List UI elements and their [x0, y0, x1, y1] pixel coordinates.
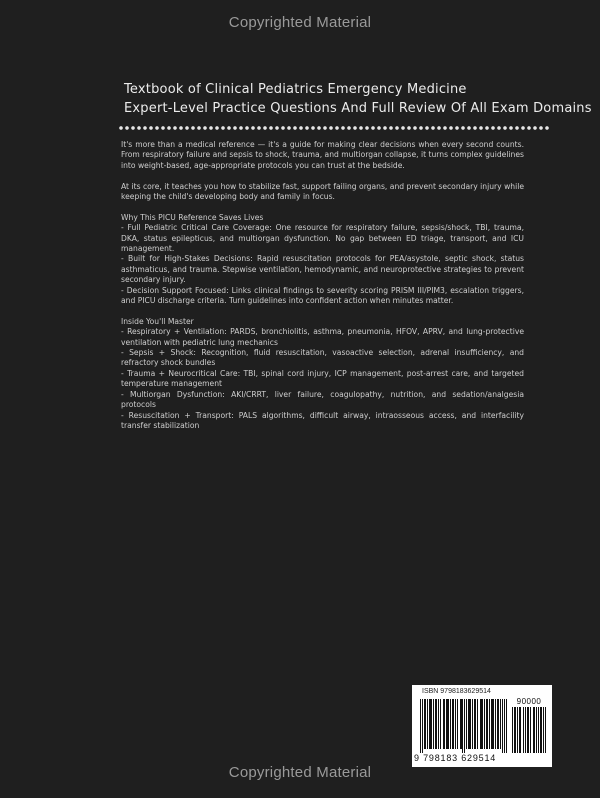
- intro-paragraph: It's more than a medical reference — it's a guide for making clear decisions when every second counts. From respiratory failure and sepsis to shock, trauma, and multiorgan collapse, it turns complex guidelines into weight-based, age-appropriate protocols you can trust at the bedside.: [121, 140, 524, 170]
- barcode-digits: 9 798183 629514: [414, 753, 497, 763]
- why-item: - Full Pediatric Critical Care Coverage: One resource for respiratory failure, sepsis/shock, TBI, trauma, DKA, status epilepticus, and multiorgan dysfunction. No gap between ED triage, transport, and ICU management.: [121, 223, 524, 254]
- back-cover-description: [121, 140, 524, 431]
- master-item: - Sepsis + Shock: Recognition, fluid resuscitation, vasoactive selection, adrenal insufficiency, and refractory shock bundles: [121, 348, 524, 368]
- master-item: - Multiorgan Dysfunction: AKI/CRRT, liver failure, coagulopathy, nutrition, and sedation/analgesia protocols: [121, 389, 524, 410]
- dotted-divider: [118, 125, 550, 131]
- copyright-watermark-bottom: Copyrighted Material: [228, 764, 372, 781]
- why-item: - Decision Support Focused: Links clinical findings to severity scoring PRISM III/PIM3, escalation triggers, and PICU discharge criteria. Turn guidelines into confident action when minutes matter.: [121, 285, 524, 306]
- barcode-addon-digits: 90000: [516, 697, 542, 706]
- master-heading: Inside You'll Master: [121, 316, 194, 326]
- master-item: - Respiratory + Ventilation: PARDS, bronchiolitis, asthma, pneumonia, HFOV, APRV, and lung-protective ventilation with pediatric lung mechanics: [121, 327, 524, 347]
- copyright-watermark-top: Copyrighted Material: [228, 14, 372, 31]
- title-line-1: Textbook of Clinical Pediatrics Emergency Medicine: [124, 82, 467, 97]
- isbn-barcode: [412, 685, 552, 767]
- isbn-label: ISBN 9798183629514: [422, 688, 491, 695]
- why-item: - Built for High-Stakes Decisions: Rapid resuscitation protocols for PEA/asystole, septic shock, status asthmaticus, and trauma. Stepwise ventilation, hemodynamic, and neuroprotective strategies to prevent secondary injury.: [121, 254, 524, 285]
- book-title: [124, 80, 592, 118]
- why-heading: Why This PICU Reference Saves Lives: [121, 212, 264, 222]
- master-item: - Trauma + Neurocritical Care: TBI, spinal cord injury, ICP management, post-arrest care, and targeted temperature management: [121, 368, 524, 389]
- title-line-2: Expert-Level Practice Questions And Full Review Of All Exam Domains: [124, 101, 592, 116]
- core-paragraph: At its core, it teaches you how to stabilize fast, support failing organs, and prevent secondary injury while keeping the child's developing body and family in focus.: [121, 181, 524, 202]
- addon-barcode-bars-icon: [512, 707, 546, 753]
- barcode-bars-icon: [420, 699, 507, 753]
- master-item: - Resuscitation + Transport: PALS algorithms, difficult airway, intraosseous access, and interfacility transfer stabilization: [121, 410, 524, 430]
